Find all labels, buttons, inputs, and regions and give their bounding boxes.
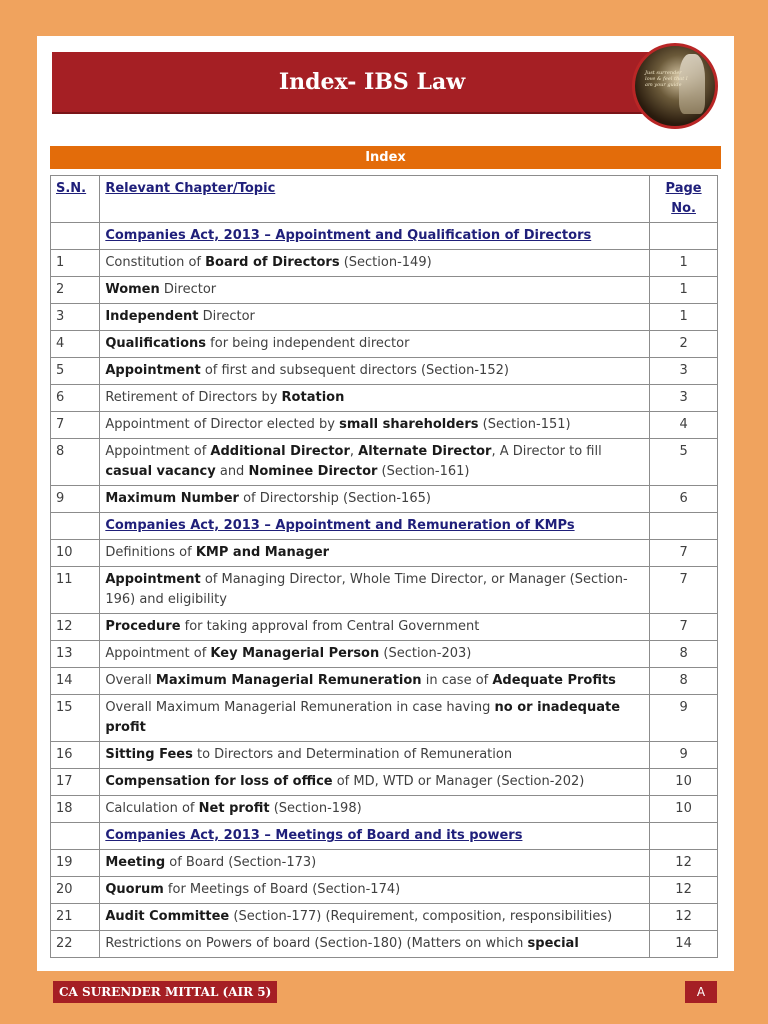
table-row <box>51 796 718 823</box>
row-sn: 20 <box>51 877 100 904</box>
row-page: 3 <box>650 385 718 412</box>
row-sn: 2 <box>51 277 100 304</box>
section-title: Companies Act, 2013 – Appointment and Qualification of Directors <box>100 223 650 250</box>
topic-text: (Section-161) <box>377 464 470 479</box>
row-topic <box>100 486 650 513</box>
topic-text: Calculation of <box>105 801 199 816</box>
row-sn: 22 <box>51 931 100 958</box>
row-topic <box>100 412 650 439</box>
page-title: Index- IBS Law <box>278 69 466 95</box>
topic-keyword: Meeting <box>105 855 166 870</box>
row-topic <box>100 540 650 567</box>
row-sn: 10 <box>51 540 100 567</box>
topic-keyword: Appointment <box>105 572 201 587</box>
row-topic <box>100 614 650 641</box>
section-page-cell <box>650 513 718 540</box>
row-page: 7 <box>650 540 718 567</box>
table-header-row <box>51 176 718 223</box>
section-sn-cell <box>51 823 100 850</box>
row-sn: 5 <box>51 358 100 385</box>
table-row <box>51 742 718 769</box>
topic-text: and <box>215 464 249 479</box>
row-page: 1 <box>650 304 718 331</box>
row-topic <box>100 358 650 385</box>
table-row <box>51 668 718 695</box>
row-sn: 12 <box>51 614 100 641</box>
row-page: 8 <box>650 668 718 695</box>
topic-text: (Section-149) <box>339 255 432 270</box>
topic-keyword: Compensation for loss of office <box>105 774 333 789</box>
topic-keyword: Women <box>105 282 160 297</box>
row-topic <box>100 877 650 904</box>
logo-image <box>632 43 718 129</box>
row-topic <box>100 796 650 823</box>
topic-keyword: Rotation <box>281 390 345 405</box>
section-page-cell <box>650 823 718 850</box>
row-page: 3 <box>650 358 718 385</box>
row-sn: 3 <box>51 304 100 331</box>
topic-text: Appointment of Director elected by <box>105 417 340 432</box>
topic-keyword: Maximum Number <box>105 491 239 506</box>
topic-text: in case of <box>421 673 493 688</box>
topic-text: , <box>349 444 359 459</box>
row-page: 9 <box>650 742 718 769</box>
table-row <box>51 385 718 412</box>
topic-text: Overall <box>105 673 156 688</box>
table-row <box>51 250 718 277</box>
section-sn-cell <box>51 223 100 250</box>
topic-text: of first and subsequent directors (Section-152) <box>200 363 509 378</box>
section-title: Companies Act, 2013 – Meetings of Board and its powers <box>100 823 650 850</box>
row-page: 10 <box>650 769 718 796</box>
row-topic <box>100 641 650 668</box>
row-page: 14 <box>650 931 718 958</box>
topic-keyword: Alternate Director <box>358 444 492 459</box>
topic-text: Director <box>198 309 255 324</box>
table-row <box>51 567 718 614</box>
topic-keyword: Procedure <box>105 619 181 634</box>
topic-text: , A Director to fill <box>491 444 602 459</box>
topic-text: Appointment of <box>105 646 211 661</box>
topic-text: Overall Maximum Managerial Remuneration in case having <box>105 700 495 715</box>
topic-text: (Section-177) (Requirement, composition, responsibilities) <box>229 909 613 924</box>
row-page: 12 <box>650 877 718 904</box>
row-page: 4 <box>650 412 718 439</box>
section-row <box>51 223 718 250</box>
topic-keyword: Appointment <box>105 363 201 378</box>
topic-keyword: Board of Directors <box>205 255 340 270</box>
topic-keyword: Adequate Profits <box>492 673 616 688</box>
topic-text: Appointment of <box>105 444 211 459</box>
table-row <box>51 641 718 668</box>
row-sn: 14 <box>51 668 100 695</box>
topic-text: of Board (Section-173) <box>165 855 317 870</box>
document-page <box>37 36 734 971</box>
row-topic <box>100 567 650 614</box>
table-row <box>51 358 718 385</box>
topic-keyword: special <box>527 936 579 951</box>
topic-keyword: Maximum Managerial Remuneration <box>155 673 422 688</box>
row-sn: 9 <box>51 486 100 513</box>
table-row <box>51 486 718 513</box>
topic-text: for taking approval from Central Government <box>180 619 480 634</box>
table-row <box>51 695 718 742</box>
table-row <box>51 277 718 304</box>
topic-text: Restrictions on Powers of board (Section-180) (Matters on which <box>105 936 528 951</box>
topic-text: for Meetings of Board (Section-174) <box>163 882 401 897</box>
row-sn: 16 <box>51 742 100 769</box>
index-table <box>50 175 718 958</box>
row-page: 1 <box>650 277 718 304</box>
topic-keyword: Qualifications <box>105 336 207 351</box>
index-table-body <box>51 176 718 958</box>
row-topic <box>100 277 650 304</box>
topic-text: of Directorship (Section-165) <box>238 491 431 506</box>
topic-text: Director <box>159 282 217 297</box>
row-topic <box>100 439 650 486</box>
row-topic <box>100 250 650 277</box>
row-sn: 4 <box>51 331 100 358</box>
table-row <box>51 304 718 331</box>
table-row <box>51 904 718 931</box>
row-page: 10 <box>650 796 718 823</box>
logo-script: Just surrender love & feel that I am your guide <box>645 70 688 88</box>
row-sn: 6 <box>51 385 100 412</box>
row-topic <box>100 742 650 769</box>
table-row <box>51 850 718 877</box>
row-sn: 1 <box>51 250 100 277</box>
row-topic <box>100 931 650 958</box>
header-topic: Relevant Chapter/Topic <box>100 176 650 223</box>
topic-keyword: Net profit <box>198 801 270 816</box>
section-sn-cell <box>51 513 100 540</box>
table-row <box>51 769 718 796</box>
row-topic <box>100 668 650 695</box>
row-sn: 18 <box>51 796 100 823</box>
row-topic <box>100 904 650 931</box>
row-sn: 8 <box>51 439 100 486</box>
row-page: 8 <box>650 641 718 668</box>
topic-text: for being independent director <box>206 336 410 351</box>
topic-text: (Section-203) <box>379 646 472 661</box>
topic-keyword: Nominee Director <box>248 464 378 479</box>
topic-text: Constitution of <box>105 255 206 270</box>
row-topic <box>100 695 650 742</box>
table-row <box>51 877 718 904</box>
row-page: 2 <box>650 331 718 358</box>
footer-page-label: A <box>685 981 717 1003</box>
row-page: 7 <box>650 614 718 641</box>
topic-text: Definitions of <box>105 545 196 560</box>
title-banner <box>52 52 692 114</box>
row-page: 5 <box>650 439 718 486</box>
section-row <box>51 823 718 850</box>
header-sn: S.N. <box>51 176 100 223</box>
topic-keyword: no or inadequate profit <box>105 700 621 735</box>
table-row <box>51 331 718 358</box>
section-page-cell <box>650 223 718 250</box>
footer-author: CA SURENDER MITTAL (AIR 5) <box>53 981 277 1003</box>
topic-text: of Managing Director, Whole Time Director, or Manager (Section-196) and eligibility <box>105 572 628 607</box>
row-page: 12 <box>650 850 718 877</box>
section-title: Companies Act, 2013 – Appointment and Remuneration of KMPs <box>100 513 650 540</box>
row-topic <box>100 331 650 358</box>
index-heading: Index <box>50 146 721 169</box>
row-page: 7 <box>650 567 718 614</box>
row-page: 6 <box>650 486 718 513</box>
row-sn: 19 <box>51 850 100 877</box>
row-topic <box>100 304 650 331</box>
row-sn: 17 <box>51 769 100 796</box>
table-row <box>51 540 718 567</box>
table-row <box>51 412 718 439</box>
topic-keyword: Quorum <box>105 882 164 897</box>
topic-text: to Directors and Determination of Remuneration <box>192 747 513 762</box>
table-row <box>51 614 718 641</box>
topic-keyword: small shareholders <box>339 417 479 432</box>
row-page: 12 <box>650 904 718 931</box>
row-topic <box>100 850 650 877</box>
table-row <box>51 439 718 486</box>
row-topic <box>100 769 650 796</box>
topic-keyword: Audit Committee <box>105 909 230 924</box>
topic-keyword: Key Managerial Person <box>210 646 380 661</box>
section-row <box>51 513 718 540</box>
table-row <box>51 931 718 958</box>
row-sn: 11 <box>51 567 100 614</box>
row-sn: 15 <box>51 695 100 742</box>
row-sn: 21 <box>51 904 100 931</box>
row-sn: 13 <box>51 641 100 668</box>
row-page: 9 <box>650 695 718 742</box>
topic-keyword: KMP and Manager <box>195 545 330 560</box>
header-page: Page No. <box>650 176 718 223</box>
row-topic <box>100 385 650 412</box>
row-sn: 7 <box>51 412 100 439</box>
row-page: 1 <box>650 250 718 277</box>
topic-keyword: Independent <box>105 309 199 324</box>
topic-text: (Section-198) <box>269 801 362 816</box>
topic-text: Retirement of Directors by <box>105 390 282 405</box>
topic-text: (Section-151) <box>478 417 571 432</box>
topic-keyword: Additional Director <box>210 444 350 459</box>
topic-keyword: casual vacancy <box>105 464 216 479</box>
topic-text: of MD, WTD or Manager (Section-202) <box>332 774 585 789</box>
topic-keyword: Sitting Fees <box>105 747 193 762</box>
